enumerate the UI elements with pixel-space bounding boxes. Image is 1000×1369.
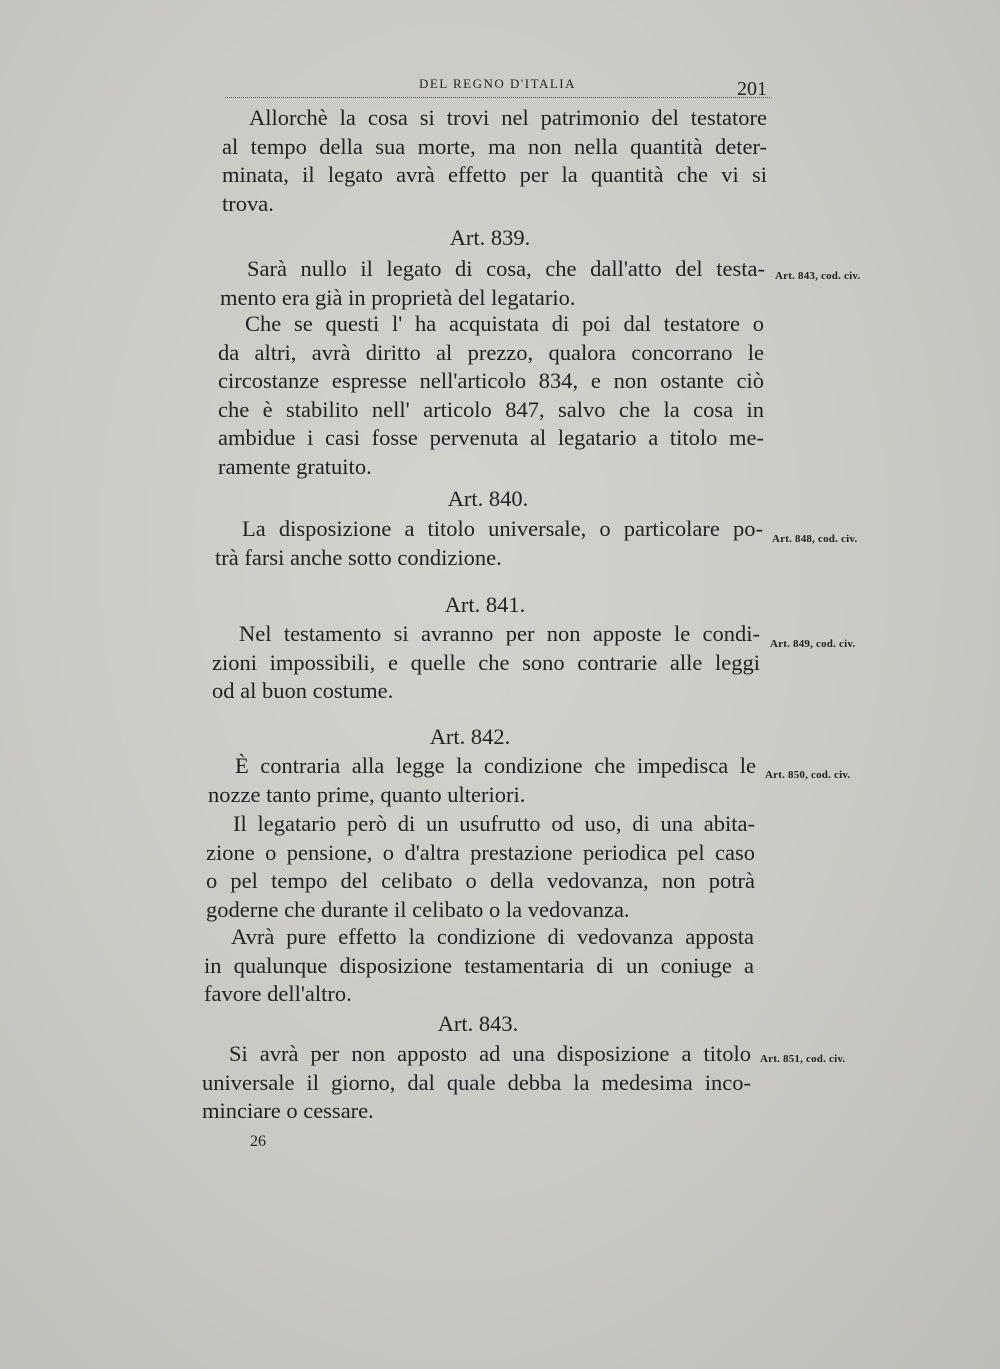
paragraph <box>206 810 755 924</box>
text-line: minata, il legato avrà effetto per la quantità che vi si <box>222 162 767 187</box>
text-line: ramente gratuito. <box>218 453 372 479</box>
text-line: minciare o cessare. <box>202 1098 374 1123</box>
paragraph <box>218 310 764 481</box>
article-heading: Art. 842. <box>429 724 511 749</box>
text-line: trova. <box>222 190 274 216</box>
text-line: universale il giorno, dal quale debba la medesima inco- <box>202 1069 751 1095</box>
text-line: circostanze espresse nell'articolo 834, e non ostante ciò <box>218 368 764 393</box>
text-line: zioni impossibili, e quelle che sono contrarie alle leggi <box>212 649 760 675</box>
text-line: favore dell'altro. <box>204 981 352 1006</box>
margin-note: Art. 843, cod. civ. <box>775 270 861 282</box>
running-title: DEL REGNO D'ITALIA <box>418 76 577 91</box>
text-line: o pel tempo del celibato o della vedovanza, non potrà <box>206 868 755 893</box>
text-line: da altri, avrà diritto al prezzo, qualora concorrano le <box>218 339 764 365</box>
page-number: 201 <box>737 78 767 100</box>
text-line: Che se questi l' ha acquistata di poi dal testatore o <box>245 311 764 336</box>
text-line: Sarà nullo il legato di cosa, che dall'atto del testa- <box>247 256 765 281</box>
header-rule <box>225 97 770 98</box>
article-heading: Art. 841. <box>444 592 526 617</box>
paragraph <box>202 1040 751 1126</box>
text-line: ambidue i casi fosse pervenuta al legatario a titolo me- <box>218 425 764 450</box>
text-line: in qualunque disposizione testamentaria di un coniuge a <box>204 952 754 978</box>
paragraph <box>215 515 763 572</box>
text-line: al tempo della sua morte, ma non nella quantità deter- <box>222 133 767 159</box>
paragraph <box>222 104 767 218</box>
text-line: Avrà pure effetto la condizione di vedovanza apposta <box>231 924 754 949</box>
text-line: Il legatario però di un usufrutto od uso, di una abita- <box>233 811 755 836</box>
text-line: La disposizione a titolo universale, o particolare po- <box>242 516 763 541</box>
running-header <box>225 74 770 102</box>
text-line: Allorchè la cosa si trovi nel patrimonio del testatore <box>249 105 767 130</box>
paragraph <box>220 255 765 312</box>
text-line: nozze tanto prime, quanto ulteriori. <box>208 781 526 807</box>
article-heading: Art. 840. <box>447 486 529 511</box>
article-heading: Art. 839. <box>449 225 531 250</box>
text-line: mento era già in proprietà del legatario. <box>220 284 576 310</box>
margin-note: Art. 851, cod. civ. <box>760 1053 846 1065</box>
text-line: Nel testamento si avranno per non apposte le condi- <box>239 621 760 646</box>
paragraph <box>204 923 754 1009</box>
article-heading: Art. 843. <box>437 1011 519 1036</box>
text-line: trà farsi anche sotto condizione. <box>215 544 502 570</box>
text-line: È contraria alla legge la condizione che impedisca le <box>235 753 756 778</box>
paragraph <box>212 620 760 706</box>
text-line: od al buon costume. <box>212 678 394 703</box>
margin-note: Art. 848, cod. civ. <box>772 533 858 545</box>
paragraph <box>208 752 756 809</box>
margin-note: Art. 850, cod. civ. <box>765 769 851 781</box>
margin-note: Art. 849, cod. civ. <box>770 638 856 650</box>
text-line: Si avrà per non apposto ad una disposizione a titolo <box>229 1041 751 1066</box>
text-line: zione o pensione, o d'altra prestazione periodica pel caso <box>206 839 755 865</box>
signature-mark: 26 <box>250 1133 266 1150</box>
text-line: goderne che durante il celibato o la vedovanza. <box>206 896 630 922</box>
text-line: che è stabilito nell' articolo 847, salvo che la cosa in <box>218 396 764 422</box>
